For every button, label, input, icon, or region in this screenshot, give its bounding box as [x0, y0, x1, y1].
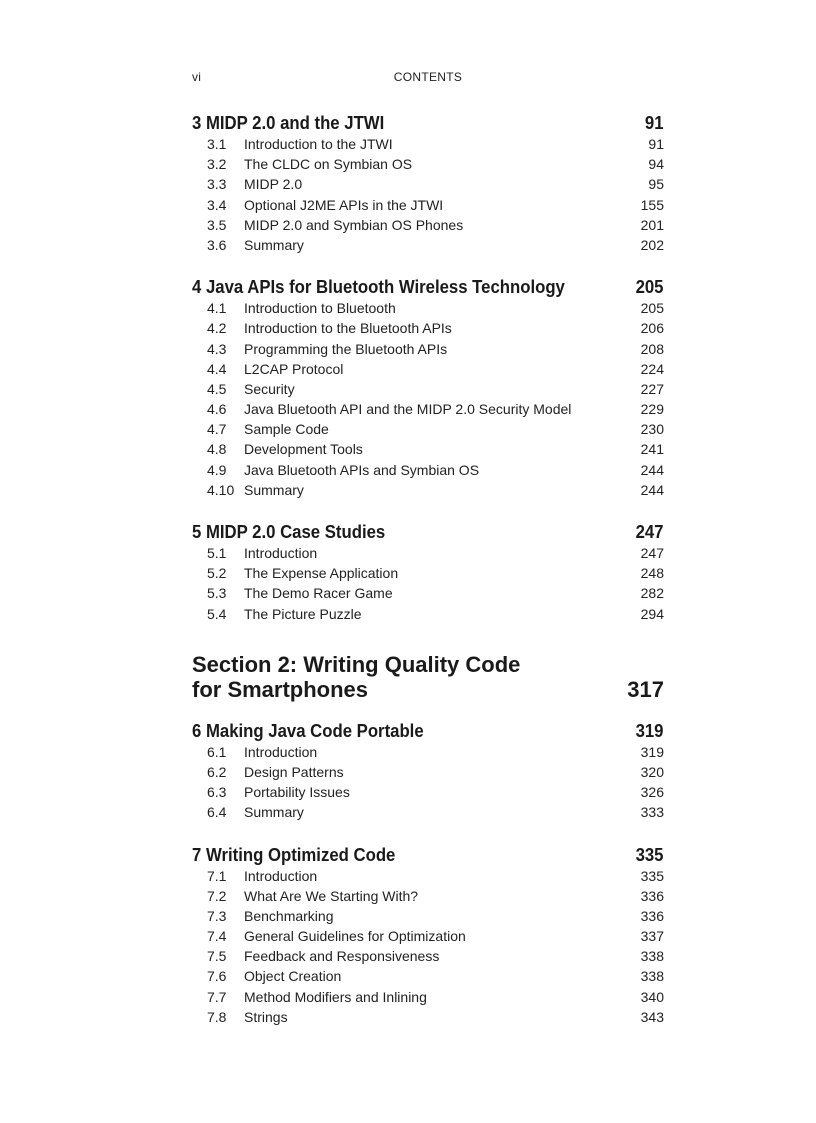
- toc-entry-title: Optional J2ME APIs in the JTWI: [244, 196, 444, 213]
- toc-entry-number: 7.2: [207, 887, 227, 904]
- toc-entry-label: [192, 987, 427, 1007]
- chapter-spacer: [192, 823, 664, 844]
- toc-entry-page: 320: [640, 763, 664, 780]
- toc-entry-number: 4.2: [207, 320, 227, 337]
- toc-entry-number: 3.5: [207, 216, 227, 233]
- toc-entry-title: Development Tools: [244, 441, 363, 458]
- toc-entry[interactable]: [192, 379, 664, 399]
- chapter-heading[interactable]: [192, 521, 664, 543]
- toc-entry-page: 224: [640, 360, 664, 377]
- toc-entry-page: 230: [640, 421, 664, 438]
- toc-entry-label: [192, 866, 317, 886]
- toc-entry[interactable]: [192, 1007, 664, 1027]
- chapter-page: 335: [635, 844, 664, 865]
- chapter-heading[interactable]: [192, 112, 664, 134]
- page-number: vi: [192, 70, 202, 84]
- toc-entry-label: [192, 298, 396, 318]
- toc-entry-page: 94: [648, 156, 664, 173]
- toc-entry-title: Programming the Bluetooth APIs: [244, 340, 448, 357]
- toc-entry-number: 7.4: [207, 928, 227, 945]
- toc-entry-title: Java Bluetooth API and the MIDP 2.0 Security Model: [244, 401, 572, 418]
- section-title-line2-row: [192, 677, 664, 702]
- toc-entry-label: [192, 604, 362, 624]
- chapter-heading[interactable]: [192, 276, 664, 298]
- toc-entry-title: Security: [244, 380, 295, 397]
- toc-entry-page: 202: [640, 236, 664, 253]
- chapter-heading[interactable]: [192, 720, 664, 742]
- toc-entry-page: 336: [640, 907, 664, 924]
- toc-entry-page: 208: [640, 340, 664, 357]
- toc-entry[interactable]: [192, 782, 664, 802]
- toc-entry-page: 343: [640, 1008, 664, 1025]
- toc-entry-page: 155: [640, 196, 664, 213]
- toc-entry-label: [192, 926, 466, 946]
- toc-entry-title: Strings: [244, 1008, 288, 1025]
- toc-entry-page: 227: [640, 380, 664, 397]
- toc-entry-title: Introduction: [244, 545, 318, 561]
- toc-entry[interactable]: [192, 926, 664, 946]
- toc-entry-label: [192, 906, 334, 926]
- toc-entry[interactable]: [192, 906, 664, 926]
- toc-entry[interactable]: [192, 195, 664, 215]
- chapter-spacer: [192, 255, 664, 276]
- toc-entry-page: 340: [640, 988, 664, 1005]
- toc-entry[interactable]: [192, 604, 664, 624]
- toc-entry-page: 206: [640, 320, 664, 337]
- toc-entry[interactable]: [192, 174, 664, 194]
- toc-entry-number: 4.8: [207, 441, 227, 458]
- toc-entry[interactable]: [192, 583, 664, 603]
- toc-entry-label: [192, 966, 341, 986]
- toc-entry-number: 7.5: [207, 948, 227, 965]
- chapter-block: [192, 844, 664, 1028]
- toc-entry-label: [192, 154, 412, 174]
- toc-entry-label: [192, 174, 302, 194]
- toc-entry-label: [192, 235, 304, 255]
- chapter-heading[interactable]: [192, 844, 664, 866]
- toc-entry-title: Object Creation: [244, 968, 342, 985]
- toc-entry-number: 5.4: [207, 605, 227, 622]
- toc-entry-label: [192, 480, 304, 500]
- toc-entry-title: Introduction to the JTWI: [244, 136, 393, 152]
- toc-entry-page: 205: [640, 300, 664, 317]
- toc-entry-number: 3.4: [207, 196, 227, 213]
- toc-entry-number: 5.2: [207, 565, 227, 582]
- toc-entry[interactable]: [192, 134, 664, 154]
- toc-entry-page: 282: [640, 585, 664, 602]
- toc-entry[interactable]: [192, 802, 664, 822]
- toc-entry-page: 95: [648, 176, 664, 193]
- toc-entry-number: 3.2: [207, 156, 227, 173]
- toc-entry-label: [192, 439, 363, 459]
- toc-entry-number: 4.10: [207, 481, 235, 498]
- toc-entry-label: [192, 339, 447, 359]
- chapter-page: 205: [635, 277, 664, 298]
- chapter-page: 91: [644, 113, 664, 133]
- toc-entry-number: 4.5: [207, 380, 227, 397]
- toc-entry-number: 3.3: [207, 176, 227, 193]
- toc-entry[interactable]: [192, 762, 664, 782]
- toc-entry[interactable]: [192, 946, 664, 966]
- toc-entry[interactable]: [192, 460, 664, 480]
- toc-entry-number: 4.4: [207, 360, 227, 377]
- toc-entry-title: Summary: [244, 236, 304, 253]
- toc-entry-number: 7.1: [207, 867, 227, 884]
- section-title-line1: Section 2: Writing Quality Code: [192, 651, 521, 677]
- chapter-page: 319: [635, 720, 664, 741]
- toc-entry[interactable]: [192, 543, 664, 563]
- toc-entry-title: What Are We Starting With?: [244, 887, 419, 904]
- table-of-contents: [192, 112, 664, 1027]
- chapter-page: 247: [635, 522, 664, 542]
- toc-entry[interactable]: [192, 886, 664, 906]
- toc-entry-page: 241: [640, 441, 664, 458]
- section-heading: [192, 652, 664, 702]
- toc-entry-number: 7.8: [207, 1008, 227, 1025]
- toc-entry[interactable]: [192, 966, 664, 986]
- toc-entry-title: Portability Issues: [244, 784, 350, 801]
- toc-entry-title: Introduction: [244, 743, 318, 760]
- toc-entry-title: Introduction to the Bluetooth APIs: [244, 320, 452, 337]
- toc-entry-page: 244: [640, 481, 664, 498]
- toc-entry[interactable]: [192, 339, 664, 359]
- toc-entry-number: 4.7: [207, 421, 227, 438]
- toc-entry-label: [192, 563, 398, 583]
- toc-entry-number: 3.1: [207, 136, 227, 152]
- toc-entry-page: 91: [648, 136, 664, 152]
- toc-entry-page: 335: [640, 867, 664, 884]
- toc-entry-title: Summary: [244, 804, 304, 821]
- chapter-title: 6 Making Java Code Portable: [192, 720, 424, 741]
- toc-entry-label: [192, 583, 393, 603]
- chapter-entries: [192, 742, 664, 823]
- toc-entry-number: 3.6: [207, 236, 227, 253]
- chapter-title: 5 MIDP 2.0 Case Studies: [192, 522, 386, 542]
- toc-entry-title: Java Bluetooth APIs and Symbian OS: [244, 461, 480, 478]
- toc-entry-title: MIDP 2.0: [244, 176, 303, 193]
- toc-entry-number: 7.6: [207, 968, 227, 985]
- toc-entry-label: [192, 134, 393, 154]
- page-header: [192, 70, 664, 90]
- chapter-block: [192, 521, 664, 624]
- toc-entry-label: [192, 802, 304, 822]
- toc-entry-label: [192, 782, 350, 802]
- section-page: 317: [627, 676, 664, 702]
- chapter-block: [192, 276, 664, 500]
- chapter-entries: [192, 298, 664, 500]
- toc-entry-label: [192, 318, 452, 338]
- toc-entry-title: Introduction: [244, 867, 318, 884]
- toc-entry-title: L2CAP Protocol: [244, 360, 344, 377]
- section-title-line2: for Smartphones: [192, 676, 369, 702]
- toc-entry[interactable]: [192, 987, 664, 1007]
- toc-entry-page: 326: [640, 784, 664, 801]
- toc-entry-label: [192, 419, 329, 439]
- toc-entry-number: 4.6: [207, 401, 227, 418]
- toc-entry-label: [192, 215, 463, 235]
- toc-entry-number: 5.1: [207, 545, 227, 561]
- toc-entry[interactable]: [192, 359, 664, 379]
- toc-entry-number: 4.1: [207, 300, 227, 317]
- toc-entry-page: 248: [640, 565, 664, 582]
- toc-entry-page: 294: [640, 605, 664, 622]
- chapter-entries: [192, 543, 664, 624]
- toc-entry-title: General Guidelines for Optimization: [244, 928, 466, 945]
- toc-entry-label: [192, 886, 418, 906]
- toc-entry[interactable]: [192, 318, 664, 338]
- chapter-group-a: [192, 112, 664, 624]
- toc-entry-number: 6.3: [207, 784, 227, 801]
- toc-entry-title: Sample Code: [244, 421, 329, 438]
- toc-entry-number: 7.3: [207, 907, 227, 924]
- chapter-entries: [192, 866, 664, 1028]
- toc-entry-label: [192, 195, 443, 215]
- toc-entry[interactable]: [192, 215, 664, 235]
- toc-entry-label: [192, 742, 317, 762]
- toc-entry-label: [192, 460, 479, 480]
- chapter-title: 3 MIDP 2.0 and the JTWI: [192, 113, 385, 133]
- toc-entry-page: 333: [640, 804, 664, 821]
- toc-entry[interactable]: [192, 480, 664, 500]
- toc-entry[interactable]: [192, 298, 664, 318]
- toc-entry-number: 6.1: [207, 743, 227, 760]
- chapter-title: 4 Java APIs for Bluetooth Wireless Technology: [192, 277, 565, 298]
- chapter-block: [192, 720, 664, 823]
- toc-entry[interactable]: [192, 439, 664, 459]
- toc-entry-label: [192, 359, 343, 379]
- toc-entry-title: Introduction to Bluetooth: [244, 300, 396, 317]
- toc-entry[interactable]: [192, 235, 664, 255]
- toc-entry-title: Design Patterns: [244, 763, 344, 780]
- toc-entry-title: Method Modifiers and Inlining: [244, 988, 427, 1005]
- chapter-block: [192, 112, 664, 255]
- toc-entry-page: 201: [640, 216, 664, 233]
- toc-entry-number: 6.2: [207, 763, 227, 780]
- toc-entry-page: 319: [640, 743, 664, 760]
- toc-entry-title: Summary: [244, 481, 304, 498]
- toc-entry-number: 7.7: [207, 988, 227, 1005]
- toc-entry-title: The Demo Racer Game: [244, 585, 393, 602]
- toc-entry-number: 5.3: [207, 585, 227, 602]
- toc-entry-page: 229: [640, 401, 664, 418]
- toc-entry-label: [192, 762, 344, 782]
- toc-entry-page: 338: [640, 948, 664, 965]
- toc-entry-label: [192, 946, 439, 966]
- toc-entry[interactable]: [192, 154, 664, 174]
- toc-entry-label: [192, 379, 295, 399]
- toc-entry-label: [192, 543, 317, 563]
- running-head: CONTENTS: [393, 70, 463, 84]
- toc-entry-page: 337: [640, 928, 664, 945]
- toc-entry[interactable]: [192, 399, 664, 419]
- toc-entry-page: 338: [640, 968, 664, 985]
- toc-entry-title: The Picture Puzzle: [244, 605, 362, 622]
- chapter-title: 7 Writing Optimized Code: [192, 844, 396, 865]
- toc-entry[interactable]: [192, 742, 664, 762]
- toc-entry-page: 336: [640, 887, 664, 904]
- toc-entry-title: MIDP 2.0 and Symbian OS Phones: [244, 216, 464, 233]
- chapter-group-b: [192, 720, 664, 1027]
- toc-entry-number: 6.4: [207, 804, 227, 821]
- toc-entry-page: 247: [640, 545, 664, 561]
- chapter-spacer: [192, 500, 664, 521]
- toc-entry-title: The CLDC on Symbian OS: [244, 156, 413, 173]
- toc-entry-number: 4.9: [207, 461, 227, 478]
- toc-entry[interactable]: [192, 866, 664, 886]
- toc-entry-title: Benchmarking: [244, 907, 334, 924]
- toc-entry-title: Feedback and Responsiveness: [244, 948, 440, 965]
- toc-entry-label: [192, 1007, 288, 1027]
- toc-entry[interactable]: [192, 419, 664, 439]
- toc-entry-label: [192, 399, 571, 419]
- chapter-entries: [192, 134, 664, 255]
- toc-entry[interactable]: [192, 563, 664, 583]
- toc-entry-page: 244: [640, 461, 664, 478]
- toc-entry-number: 4.3: [207, 340, 227, 357]
- toc-entry-title: The Expense Application: [244, 565, 399, 582]
